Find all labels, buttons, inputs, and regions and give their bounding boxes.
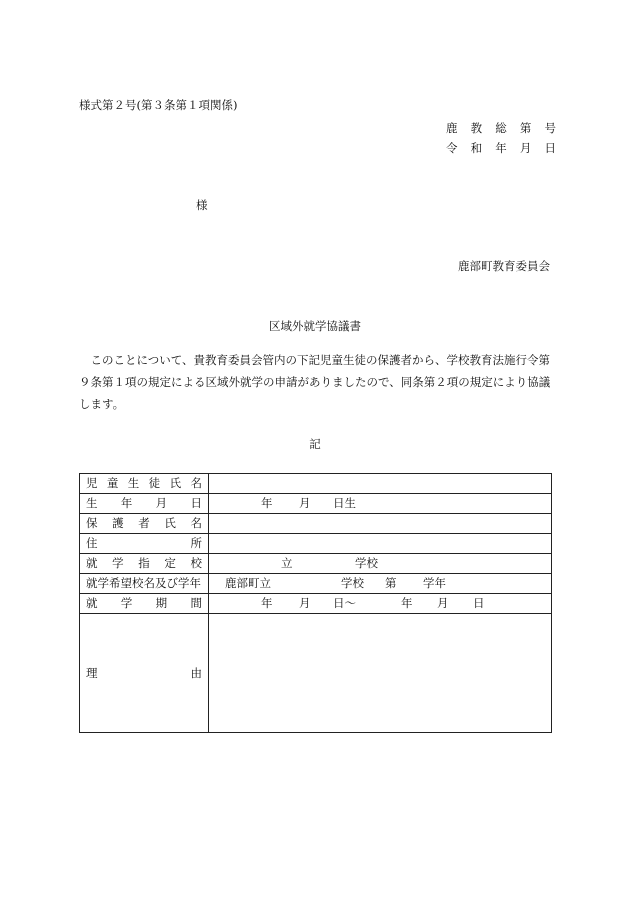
label-char: 護 xyxy=(112,516,124,530)
form-number: 様式第２号(第３条第１項関係) xyxy=(79,98,238,112)
label-char: 生 xyxy=(86,496,98,510)
school-text: 学校 xyxy=(355,556,378,570)
value-birth-date[interactable] xyxy=(209,494,552,514)
label-char: 理 xyxy=(86,665,98,680)
label-char: 名 xyxy=(190,516,202,530)
label-char: 者 xyxy=(138,516,150,530)
value-period[interactable] xyxy=(209,594,552,614)
row-birth-date xyxy=(80,494,552,514)
year-unit: 年 xyxy=(401,596,413,610)
label-char: 月 xyxy=(155,496,168,510)
month-unit: 月 xyxy=(299,596,311,610)
label-char: 日 xyxy=(190,496,202,510)
row-designated-school xyxy=(80,554,552,574)
label-designated-school xyxy=(80,554,209,574)
date-char: 和 xyxy=(470,141,483,155)
ref-char: 第 xyxy=(519,121,532,135)
label-char: 就 xyxy=(86,556,98,570)
row-reason xyxy=(80,614,552,733)
value-desired-school[interactable] xyxy=(209,574,552,594)
row-address xyxy=(80,534,552,554)
issuer: 鹿部町教育委員会 xyxy=(458,259,550,273)
date-char: 令 xyxy=(446,141,458,155)
ref-char: 号 xyxy=(544,121,556,135)
label-period xyxy=(80,594,209,614)
label-char: 生 xyxy=(127,476,140,490)
label-char: 徒 xyxy=(148,476,161,490)
label-char: 名 xyxy=(190,476,202,490)
label-char: 住 xyxy=(86,536,98,550)
row-guardian-name xyxy=(80,514,552,534)
day-unit: 日生 xyxy=(333,496,356,510)
date-char: 日 xyxy=(544,141,556,155)
label-char: 定 xyxy=(164,556,176,570)
row-period xyxy=(80,594,552,614)
town-text: 鹿部町立 xyxy=(225,576,271,590)
label-char: 期 xyxy=(155,596,168,610)
date-char: 月 xyxy=(519,141,532,155)
ref-char: 教 xyxy=(470,121,483,135)
label-reason xyxy=(80,614,209,733)
label-char: 学 xyxy=(112,556,124,570)
day-unit: 日〜 xyxy=(333,596,356,610)
label-char: 校 xyxy=(190,556,202,570)
day-unit: 日 xyxy=(473,596,485,610)
year-unit: 年 xyxy=(261,496,273,510)
year-unit: 年 xyxy=(261,596,273,610)
label-char: 間 xyxy=(190,596,202,610)
label-birth-date xyxy=(80,494,209,514)
value-reason[interactable] xyxy=(209,614,552,733)
label-address xyxy=(80,534,209,554)
reference-number-line xyxy=(446,118,556,138)
month-unit: 月 xyxy=(299,496,311,510)
value-address[interactable] xyxy=(209,534,552,554)
reference-block xyxy=(446,118,556,158)
date-line xyxy=(446,138,556,158)
addressee: 様 xyxy=(196,198,208,212)
label-char: 童 xyxy=(106,476,119,490)
label-char: 由 xyxy=(190,665,202,680)
consultation-table xyxy=(79,473,552,733)
label-char: 氏 xyxy=(169,476,182,490)
label-char: 氏 xyxy=(164,516,176,530)
ref-char: 鹿 xyxy=(446,121,458,135)
body-text: このことについて、貴教育委員会管内の下記児童生徒の保護者から、学校教育法施行令第９条第１項の規定による区域外就学の申請がありましたので、同条第２項の規定により協議します。 xyxy=(79,353,551,411)
grade-text: 学年 xyxy=(423,576,446,590)
date-char: 年 xyxy=(495,141,507,155)
ritsu-text: 立 xyxy=(281,556,293,570)
label-guardian-name xyxy=(80,514,209,534)
label-char: 学 xyxy=(120,596,133,610)
dai-text: 第 xyxy=(385,576,397,590)
label-char: 年 xyxy=(120,496,133,510)
row-student-name xyxy=(80,474,552,494)
label-char: 児 xyxy=(86,476,98,490)
label-char: 保 xyxy=(86,516,98,530)
school-text: 学校 xyxy=(341,576,364,590)
label-char: 指 xyxy=(138,556,150,570)
label-student-name xyxy=(80,474,209,494)
month-unit: 月 xyxy=(437,596,449,610)
document-title: 区域外就学協議書 xyxy=(269,319,361,333)
value-designated-school[interactable] xyxy=(209,554,552,574)
row-desired-school xyxy=(80,574,552,594)
ki-heading: 記 xyxy=(309,437,321,451)
body-paragraph xyxy=(79,349,553,415)
label-char: 所 xyxy=(190,536,202,550)
value-guardian-name[interactable] xyxy=(209,514,552,534)
value-student-name[interactable] xyxy=(209,474,552,494)
label-desired-school: 就学希望校名及び学年 xyxy=(80,574,209,594)
ref-char: 総 xyxy=(495,121,507,135)
label-char: 就 xyxy=(86,596,98,610)
